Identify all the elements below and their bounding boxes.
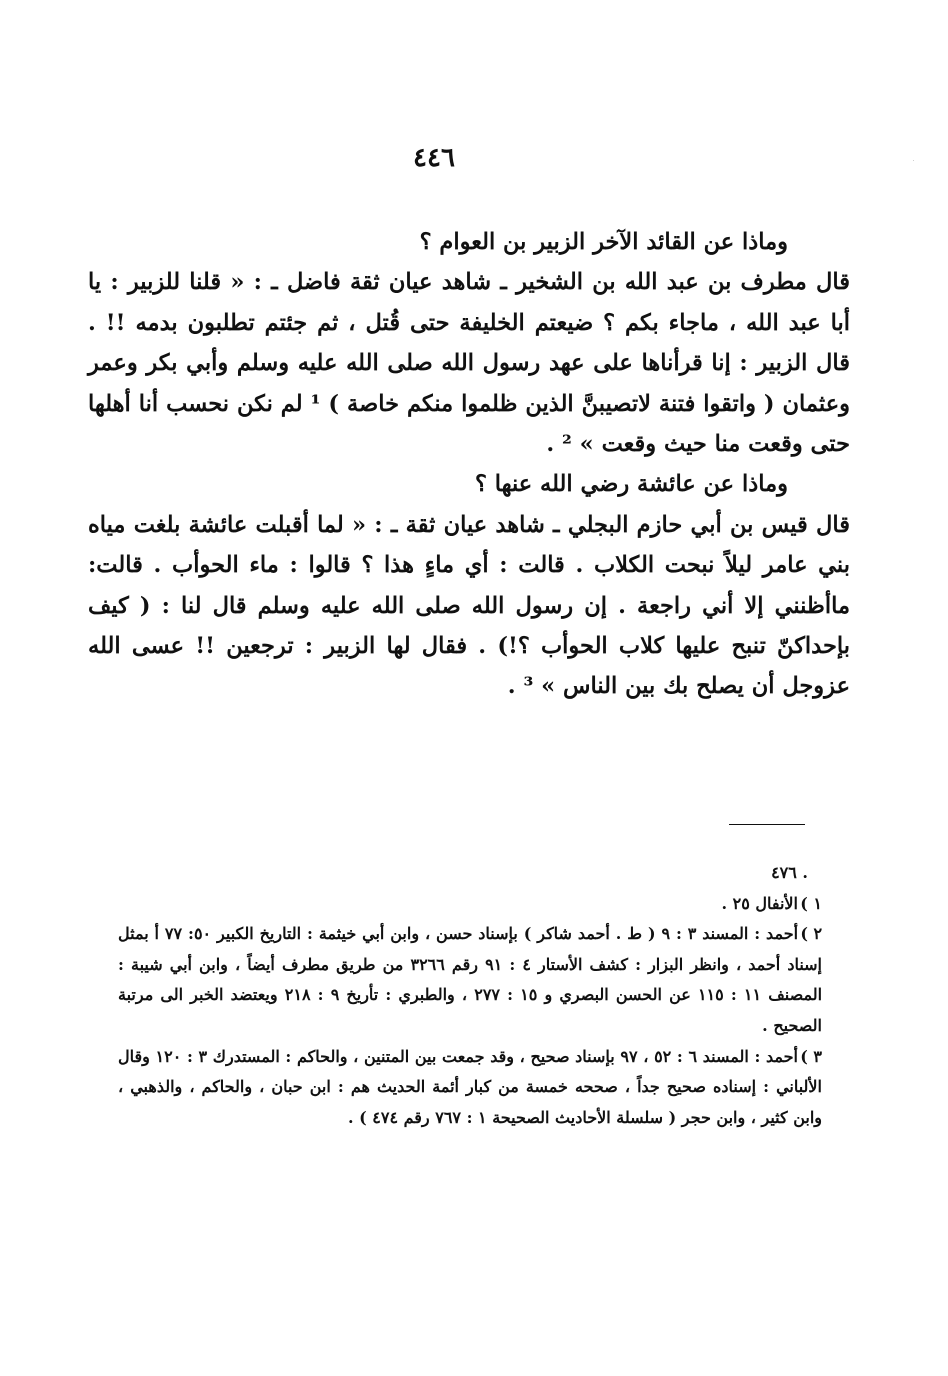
footnote-2-text: أحمد : المسند ٣ : ٩ ( ط . أحمد شاكر ) بإسناد حسن ، وابن أبي خيثمة : التاريخ الكبير ٥٠: ٧٧ أ بمثل إسناد أحمد ، وانظر البزار : كشف الأستار ٤ : ٩١ رقم ٣٢٦٦ من طريق مطرف أيضاً ، وابن أبي شيبة : المصنف ١١ : ١١٥ عن الحسن البصري و ١٥ : ٢٧٧ ، والطبري : تأريخ ٩ : ٢١٨ ويعتضد الخبر الى مرتبة الصحيح . — [118, 924, 823, 1035]
footnote-3 — [118, 1042, 822, 1134]
footnotes — [118, 858, 822, 1133]
footnote-2-number: ٢ ) — [800, 924, 823, 944]
footnote-continuation-ref: . ٤٧٦ — [771, 863, 808, 882]
footnote-separator — [729, 824, 805, 825]
footnote-3-number: ٣ ) — [800, 1046, 823, 1066]
footnote-2 — [118, 919, 822, 1041]
question-aisha: وماذا عن عائشة رضي الله عنها ؟ — [474, 471, 788, 498]
footnote-1-text: الأنفال ٢٥ . — [721, 893, 798, 913]
footnote-1 — [118, 889, 822, 920]
footnote-3-text: أحمد : المسند ٦ : ٥٢ ، ٩٧ بإسناد صحيح ، وقد جمعت بين المتنين ، والحاكم : المستدرك ٣ : ١٢٠ وقال الألباني : إسناده صحيح جداً ، صححه خمسة من كبار أئمة الحديث هم : ابن حبان ، والحاكم ، والذهبي ، وابن كثير ، وابن حجر ( سلسلة الأحاديث الصحيحة ١ : ٧٦٧ رقم ٤٧٤ ) . — [118, 1046, 823, 1127]
question-zubayr: وماذا عن القائد الآخر الزبير بن العوام ؟ — [419, 229, 788, 255]
answer-aisha: قال قيس بن أبي حازم البجلي ـ شاهد عيان ثقة ـ : « لما أقبلت عائشة بلغت مياه بني عامر ليلاً نبحت الكلاب . قالت : أي ماءٍ هذا ؟ قالوا : ماء الحوأب . قالت: ماأظنني إلا أني راجعة . إن رسول الله صلى الله عليه وسلم قال لنا : ( كيف بإحداكنّ تنبح عليها كلاب الحوأب ؟!) . فقال لها الزبير : ترجعين !! عسى الله عزوجل أن يصلح بك بين الناس » ³ . — [88, 511, 850, 700]
answer-zubayr: قال مطرف بن عبد الله بن الشخير ـ شاهد عيان ثقة فاضل ـ : « قلنا للزبير : يا أبا عبد الله ، ماجاء بكم ؟ ضيعتم الخليفة حتى قُتل ، ثم جئتم تطلبون بدمه !! . قال الزبير : إنا قرأناها على عهد رسول الله صلى الله عليه وسلم وأبي بكر وعمر وعثمان ( واتقوا فتنة لاتصيبنَّ الذين ظلموا منكم خاصة ) ¹ لم نكن نحسب أنا أهلها حتى وقعت منا حيث وقعت » ² . — [88, 269, 850, 458]
footnote-1-number: ١ ) — [800, 893, 822, 913]
page-number: ٤٤٦ — [413, 143, 455, 173]
scan-speck — [913, 160, 914, 161]
main-text — [88, 222, 850, 707]
